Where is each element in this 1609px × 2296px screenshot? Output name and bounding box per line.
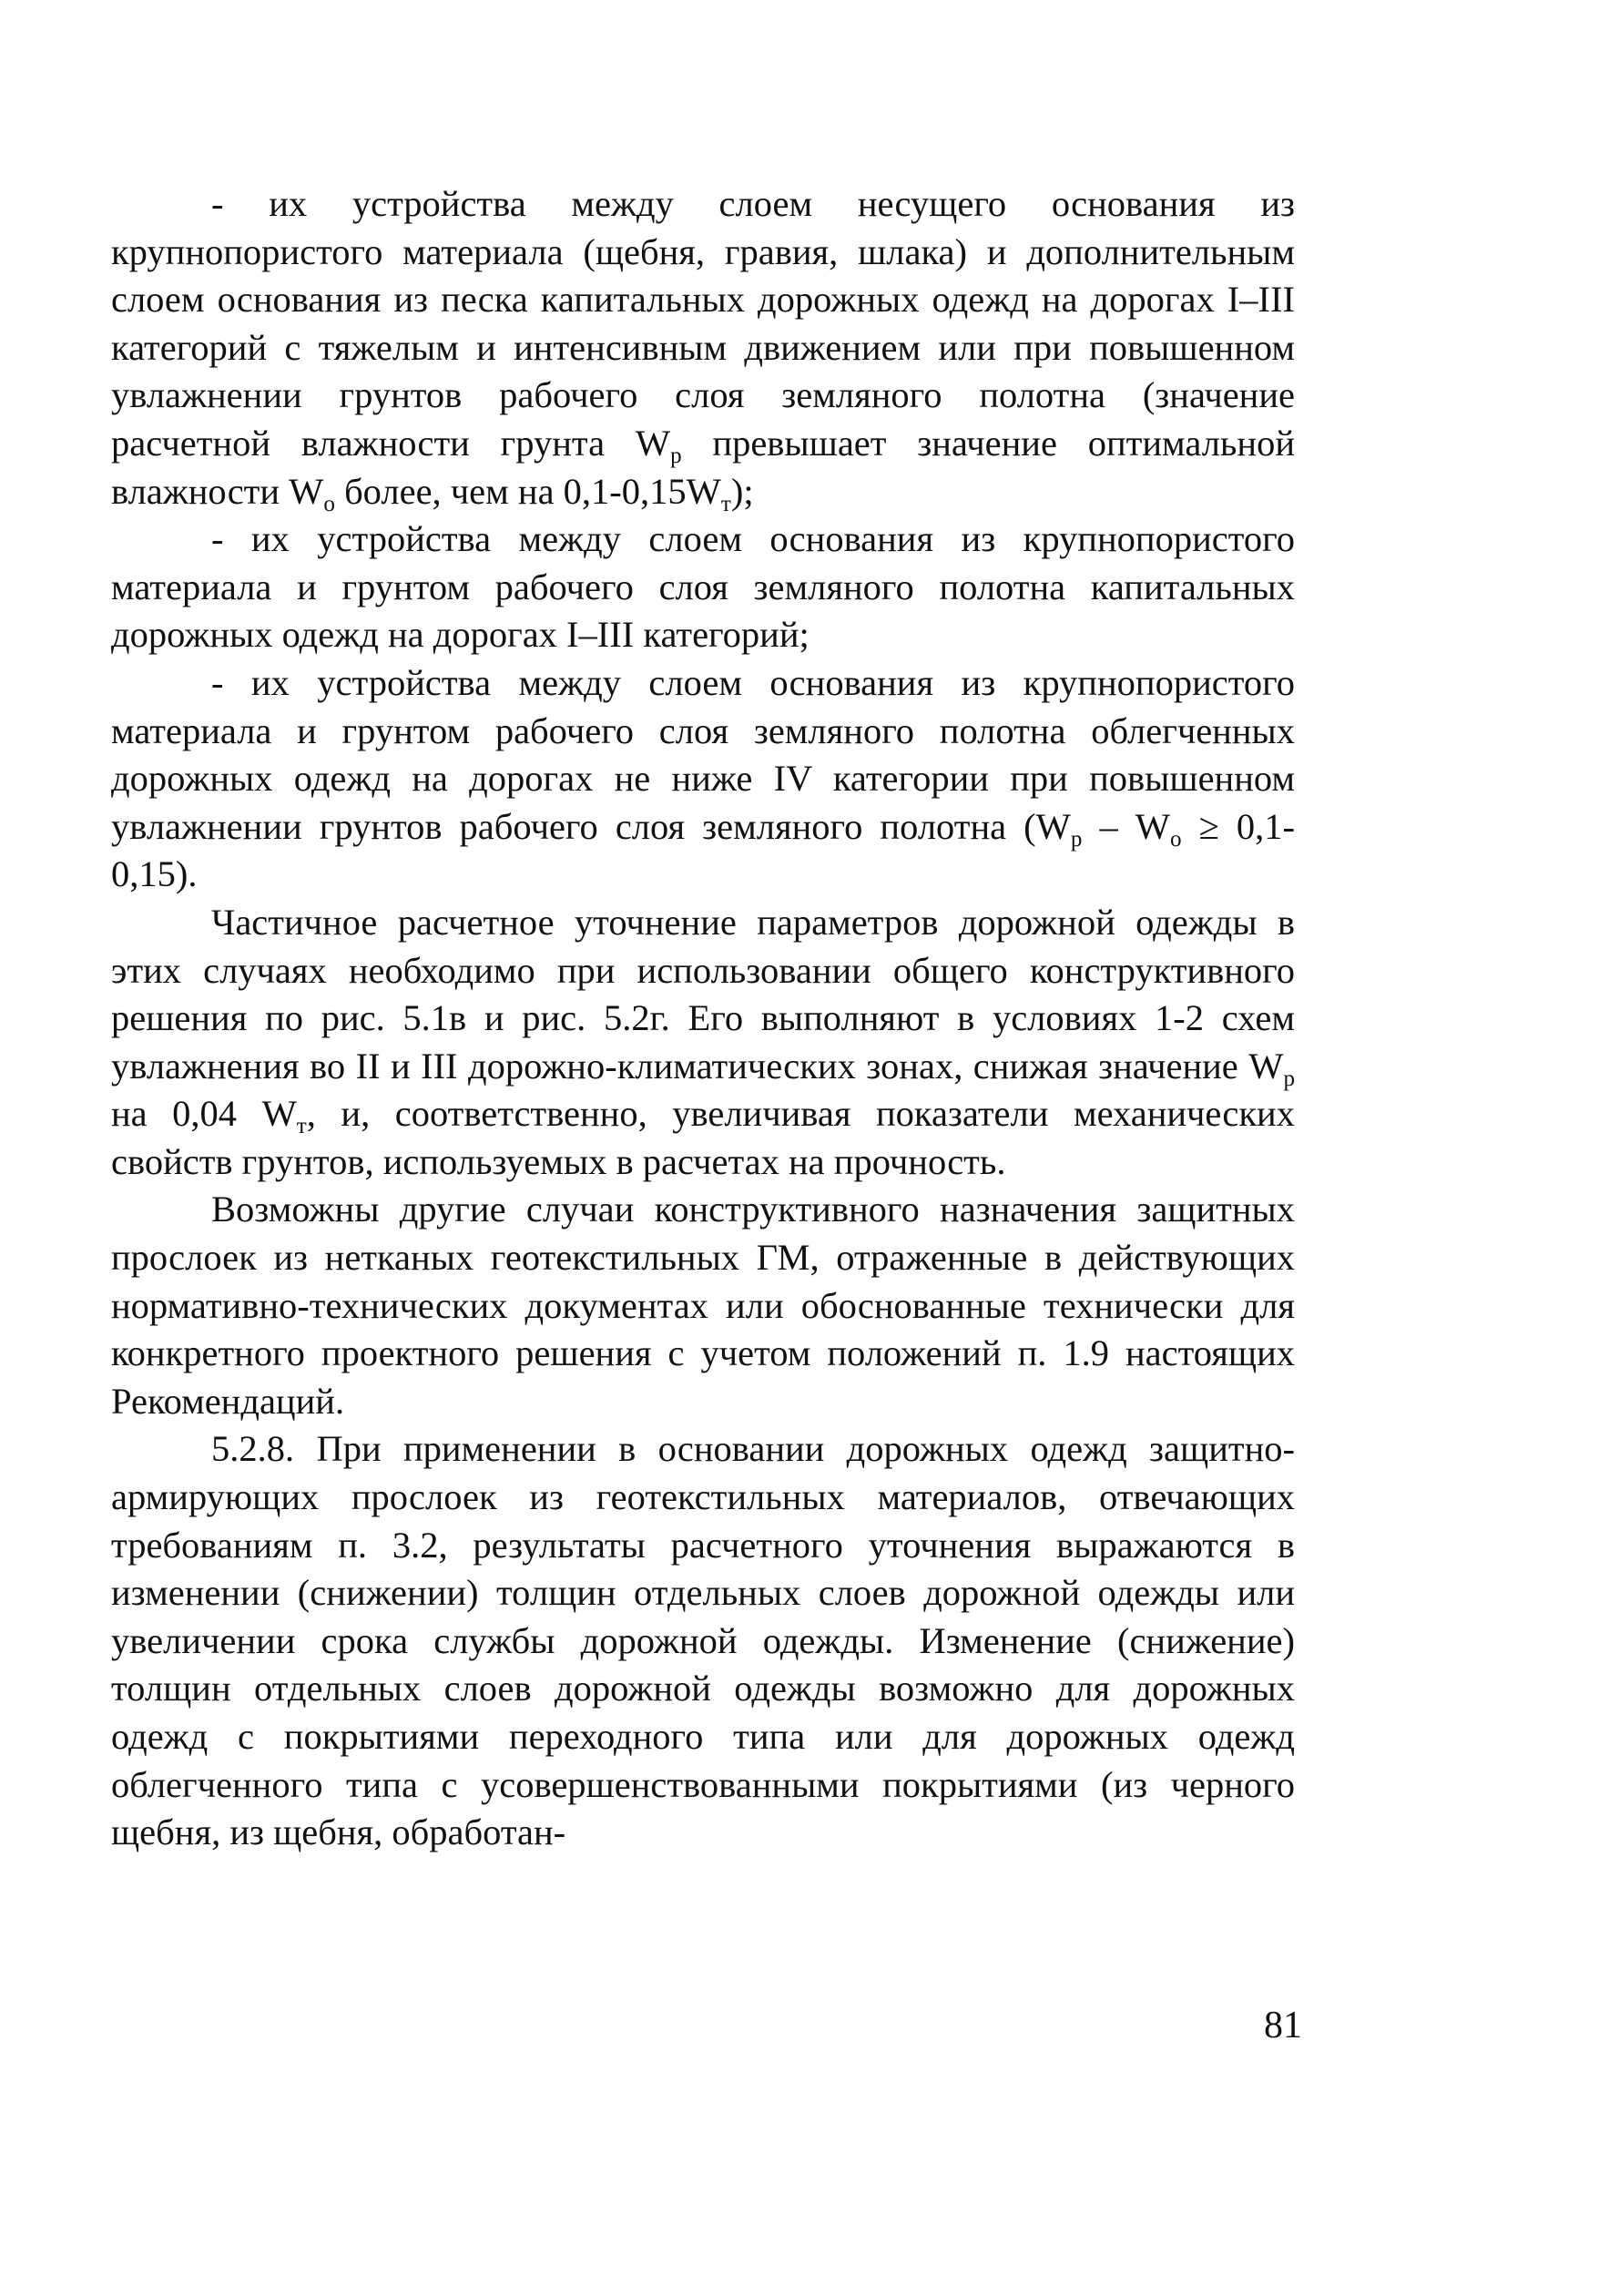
text-run: Частичное расчетное уточнение параметров дорожной одежды в этих случаях необходимо при использовании общего конструктивного решения по рис. 5.1в и рис. 5.2г. Его выполняют в условиях 1-2 схем увлажнения во II и III дорожно-климатических зонах, снижая значение W [111,901,1295,1087]
text-run: превышает значение оптимальной влажности W [111,422,1295,512]
text-run: ≥ 0,1-0,15). [111,805,1296,895]
subscript: т [296,1114,307,1139]
text-run: более, чем на 0,1-0,15W [334,470,721,512]
text-run: - их устройства между слоем основания из крупнопористого материала и грунтом рабочего слоя земляного полотна капитальных дорожных одежд на дорогах I–III категорий; [111,518,1295,656]
paragraph-partial-refinement [111,899,1295,1187]
text-run: на 0,04 W [111,1093,297,1135]
subscript: о [323,491,335,516]
text-run: – W [1082,805,1171,847]
text-run: Возможны другие случаи конструктивного назначения защитных прослоек из нетканых геотекстильных ГМ, отраженные в действующих нормативно-технических документах или обоснованные технически для конкретного проектного решения с учетом положений п. 1.9 настоящих Рекомендаций. [111,1189,1295,1422]
page-number: 81 [1264,2005,1302,2046]
paragraph-bullet-1 [111,180,1295,515]
text-run: - их устройства между слоем основания из крупнопористого материала и грунтом рабочего слоя земляного полотна облегченных дорожных одежд на дорогах не ниже IV категории при повышенном увлажнении грунтов рабочего слоя земляного полотна (W [111,661,1295,847]
paragraph-bullet-2 [111,515,1295,659]
body-text [111,180,1295,1857]
subscript: р [1283,1066,1295,1091]
text-run: ); [730,470,754,512]
text-run: , и, соответственно, увеличивая показатели механических свойств грунтов, используемых в расчетах на прочность. [111,1093,1295,1182]
subscript: р [1070,826,1083,852]
subscript: т [720,491,731,516]
subscript: о [1170,826,1182,852]
subscript: р [670,444,682,468]
paragraph-bullet-3 [111,659,1295,899]
text-run: 5.2.8. При применении в основании дорожных одежд защитно-армирующих прослоек из геотекстильных материалов, отвечающих требованиям п. 3.2, результаты расчетного уточнения выражаются в изменении (снижении) толщин отдельных слоев дорожной одежды или увеличении срока службы дорожной одежды. Изменение (снижение) толщин отдельных слоев дорожной одежды возможно для дорожных одежд с покрытиями переходного типа или для дорожных одежд облегченного типа с усовершенствованными покрытиями (из черного щебня, из щебня, обработан- [111,1428,1295,1853]
paragraph-section-5-2-8 [111,1425,1295,1856]
paragraph-other-cases [111,1186,1295,1425]
text-run: - их устройства между слоем несущего основания из крупнопористого материала (щебня, гравия, шлака) и дополнительным слоем основания из песка капитальных дорожных одежд на дорогах I–III категорий с тяжелым и интенсивным движением или при повышенном увлажнении грунтов рабочего слоя земляного полотна (значение расчетной влажности грунта W [111,183,1295,464]
